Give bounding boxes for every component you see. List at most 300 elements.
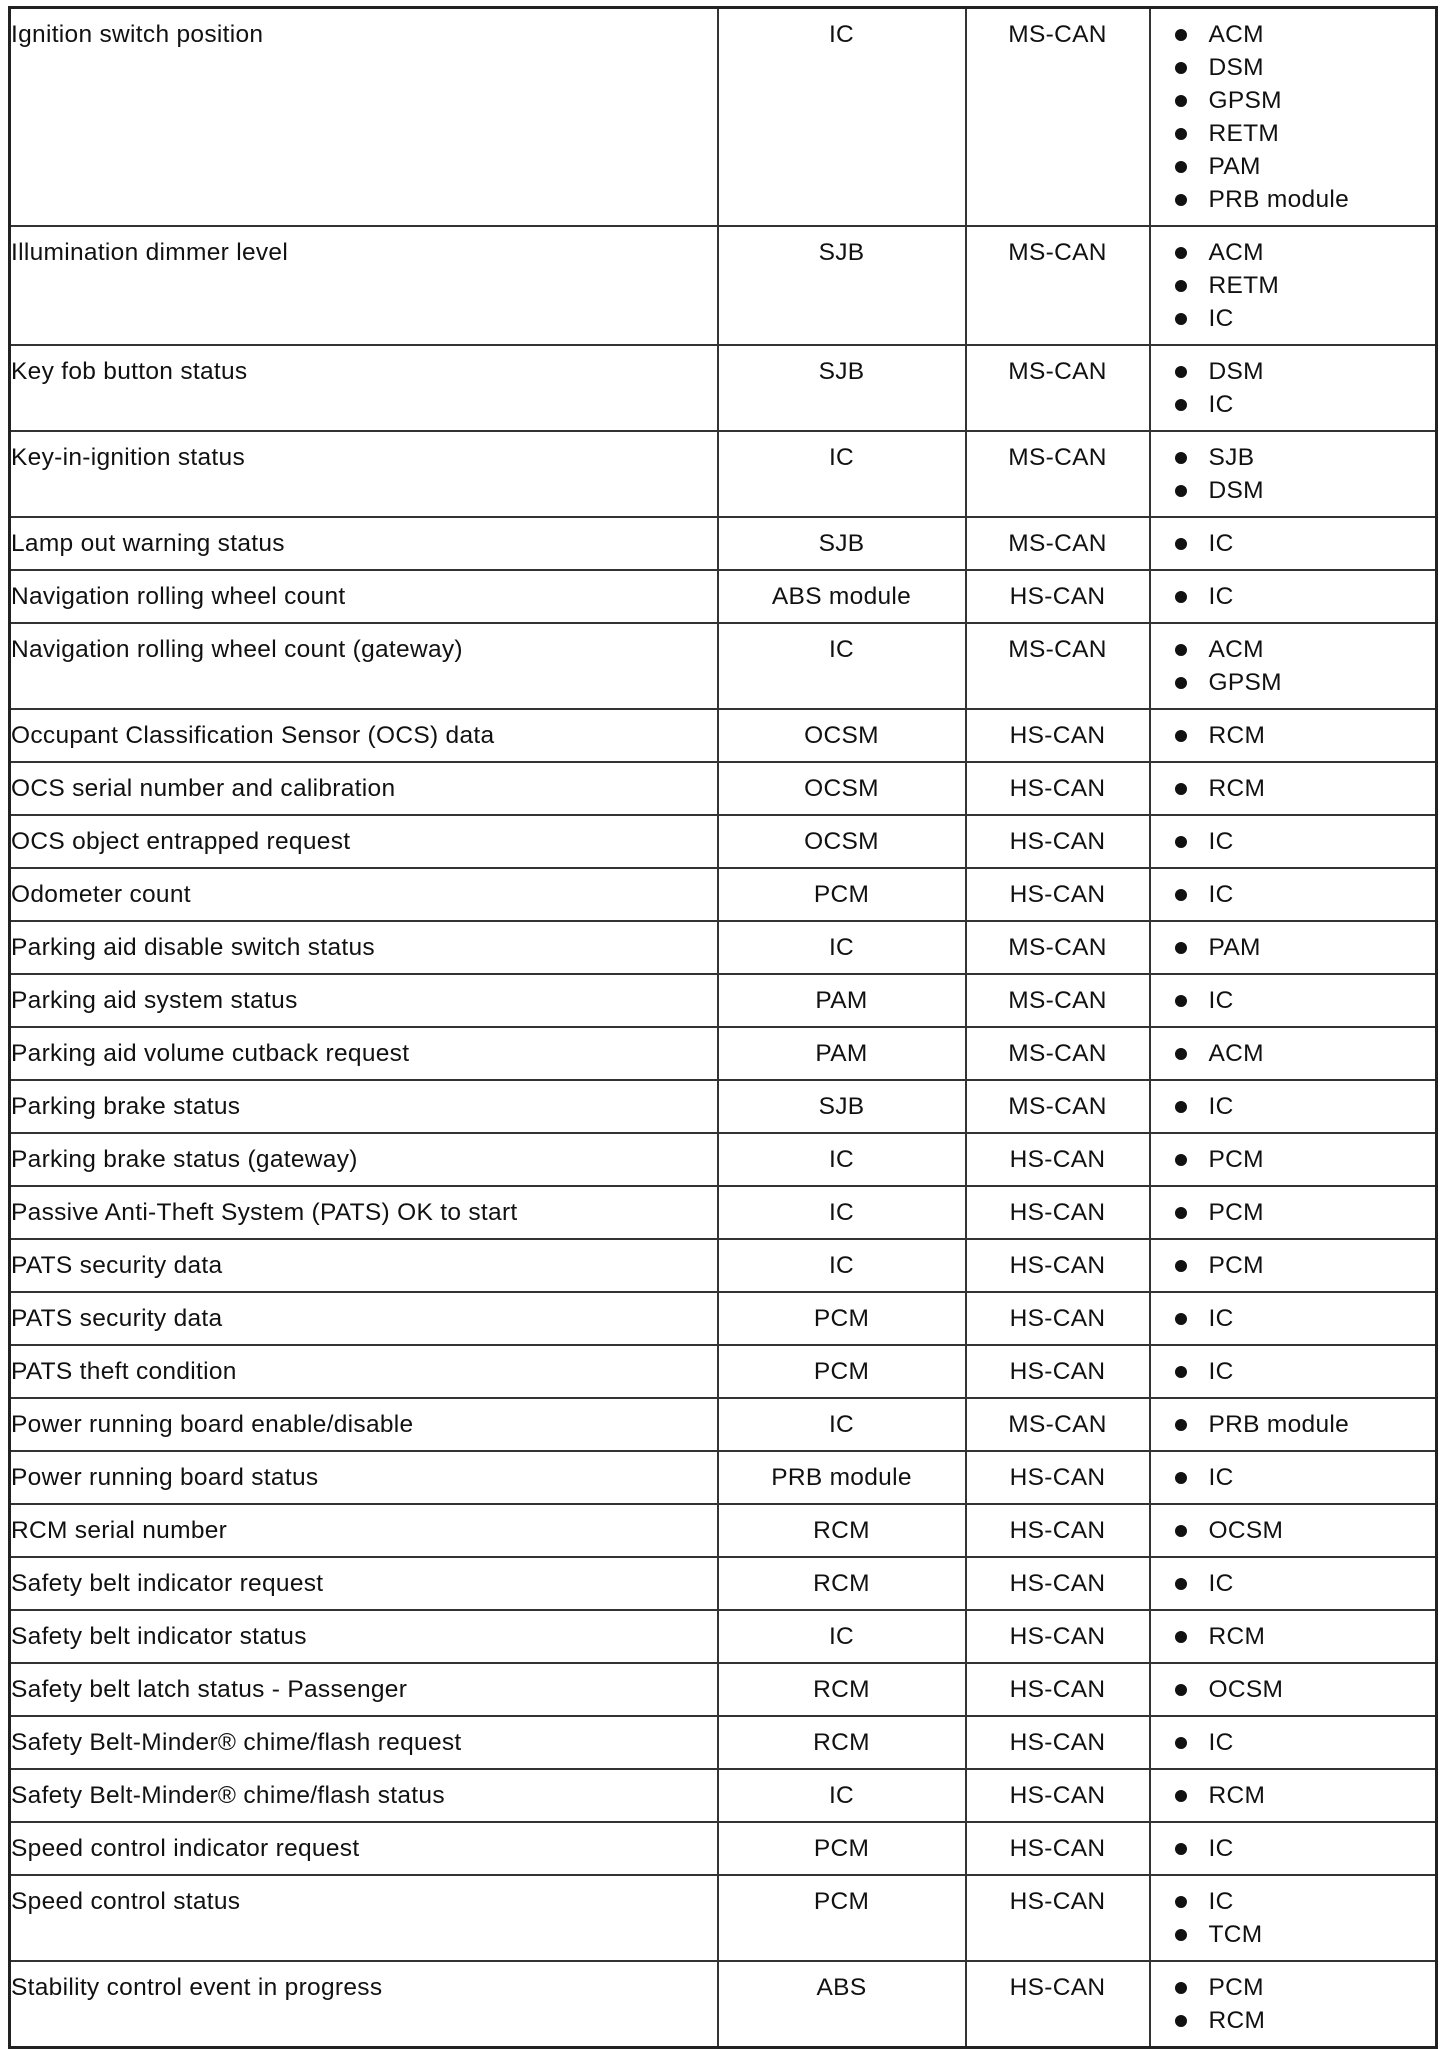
message-cell: Key-in-ignition status: [10, 431, 718, 517]
originating-module-cell: ABS: [718, 1961, 966, 2048]
receiving-module-label: PRB module: [1208, 186, 1350, 213]
message-cell: Power running board status: [10, 1451, 718, 1504]
bullet-icon: [1175, 1525, 1187, 1537]
receiving-modules-cell: [1150, 1961, 1437, 2048]
originating-module-cell: OCSM: [718, 709, 966, 762]
receiving-modules-cell: [1150, 1610, 1437, 1663]
message-cell: Stability control event in progress: [10, 1961, 718, 2048]
list-item: [1151, 1673, 1436, 1706]
receiving-module-label: IC: [1208, 1093, 1234, 1120]
network-cell: MS-CAN: [966, 431, 1150, 517]
receiving-module-label: IC: [1208, 391, 1234, 418]
bullet-icon: [1175, 62, 1187, 74]
bullet-icon: [1175, 485, 1187, 497]
message-cell: Safety belt indicator request: [10, 1557, 718, 1610]
receiving-modules-cell: [1150, 1133, 1437, 1186]
receiving-modules-list: [1151, 1832, 1436, 1865]
network-cell: MS-CAN: [966, 1080, 1150, 1133]
list-item: [1151, 1408, 1436, 1441]
list-item: [1151, 302, 1436, 335]
receiving-modules-list: [1151, 931, 1436, 964]
list-item: [1151, 825, 1436, 858]
originating-module-cell: ABS module: [718, 570, 966, 623]
message-cell: Passive Anti-Theft System (PATS) OK to start: [10, 1186, 718, 1239]
network-cell: HS-CAN: [966, 1875, 1150, 1961]
receiving-module-label: PCM: [1208, 1146, 1264, 1173]
network-cell: HS-CAN: [966, 1186, 1150, 1239]
receiving-module-label: IC: [1208, 1358, 1234, 1385]
list-item: [1151, 1832, 1436, 1865]
receiving-modules-list: [1151, 1514, 1436, 1547]
table-row: [10, 345, 1437, 431]
receiving-module-label: DSM: [1208, 477, 1264, 504]
list-item: [1151, 18, 1436, 51]
network-cell: MS-CAN: [966, 1027, 1150, 1080]
network-cell: MS-CAN: [966, 8, 1150, 227]
receiving-module-label: SJB: [1208, 444, 1255, 471]
network-cell: HS-CAN: [966, 1292, 1150, 1345]
receiving-modules-list: [1151, 984, 1436, 1017]
bullet-icon: [1175, 280, 1187, 292]
list-item: [1151, 1779, 1436, 1812]
receiving-module-label: IC: [1208, 305, 1234, 332]
receiving-modules-list: [1151, 1461, 1436, 1494]
originating-module-cell: PCM: [718, 868, 966, 921]
table-row: [10, 1557, 1437, 1610]
originating-module-cell: RCM: [718, 1716, 966, 1769]
receiving-modules-list: [1151, 1249, 1436, 1282]
message-cell: Occupant Classification Sensor (OCS) data: [10, 709, 718, 762]
list-item: [1151, 51, 1436, 84]
receiving-module-label: IC: [1208, 1570, 1234, 1597]
list-item: [1151, 666, 1436, 699]
receiving-module-label: IC: [1208, 987, 1234, 1014]
table-row: [10, 517, 1437, 570]
network-cell: MS-CAN: [966, 1398, 1150, 1451]
list-item: [1151, 117, 1436, 150]
table-body: [10, 8, 1437, 2048]
network-cell: MS-CAN: [966, 226, 1150, 345]
bullet-icon: [1175, 836, 1187, 848]
list-item: [1151, 1249, 1436, 1282]
bullet-icon: [1175, 1982, 1187, 1994]
originating-module-cell: PAM: [718, 974, 966, 1027]
network-cell: HS-CAN: [966, 709, 1150, 762]
message-cell: Power running board enable/disable: [10, 1398, 718, 1451]
network-cell: HS-CAN: [966, 1504, 1150, 1557]
list-item: [1151, 984, 1436, 1017]
originating-module-cell: IC: [718, 1769, 966, 1822]
receiving-modules-list: [1151, 1567, 1436, 1600]
bullet-icon: [1175, 1631, 1187, 1643]
originating-module-cell: IC: [718, 8, 966, 227]
bullet-icon: [1175, 1472, 1187, 1484]
network-cell: HS-CAN: [966, 1663, 1150, 1716]
list-item: [1151, 772, 1436, 805]
message-cell: Parking aid disable switch status: [10, 921, 718, 974]
receiving-modules-cell: [1150, 709, 1437, 762]
originating-module-cell: PCM: [718, 1292, 966, 1345]
receiving-modules-cell: [1150, 762, 1437, 815]
originating-module-cell: SJB: [718, 226, 966, 345]
receiving-modules-list: [1151, 633, 1436, 699]
network-cell: HS-CAN: [966, 1610, 1150, 1663]
table-row: [10, 1080, 1437, 1133]
receiving-module-label: RETM: [1208, 120, 1280, 147]
receiving-module-label: PCM: [1208, 1974, 1264, 2001]
network-cell: MS-CAN: [966, 974, 1150, 1027]
bullet-icon: [1175, 194, 1187, 206]
table-row: [10, 570, 1437, 623]
originating-module-cell: PCM: [718, 1875, 966, 1961]
table-row: [10, 1186, 1437, 1239]
originating-module-cell: SJB: [718, 345, 966, 431]
bullet-icon: [1175, 730, 1187, 742]
receiving-modules-cell: [1150, 974, 1437, 1027]
list-item: [1151, 388, 1436, 421]
receiving-modules-list: [1151, 1885, 1436, 1951]
list-item: [1151, 1143, 1436, 1176]
bullet-icon: [1175, 128, 1187, 140]
receiving-modules-list: [1151, 1037, 1436, 1070]
table-row: [10, 623, 1437, 709]
list-item: [1151, 931, 1436, 964]
table-row: [10, 1875, 1437, 1961]
message-cell: Parking aid system status: [10, 974, 718, 1027]
receiving-module-label: RCM: [1208, 1623, 1266, 1650]
receiving-module-label: ACM: [1208, 239, 1264, 266]
receiving-modules-cell: [1150, 921, 1437, 974]
receiving-modules-cell: [1150, 1292, 1437, 1345]
receiving-module-label: RCM: [1208, 722, 1266, 749]
receiving-module-label: IC: [1208, 530, 1234, 557]
receiving-modules-list: [1151, 527, 1436, 560]
receiving-modules-list: [1151, 878, 1436, 911]
list-item: [1151, 1302, 1436, 1335]
receiving-modules-list: [1151, 1971, 1436, 2037]
network-cell: HS-CAN: [966, 1769, 1150, 1822]
receiving-modules-cell: [1150, 1080, 1437, 1133]
list-item: [1151, 719, 1436, 752]
bullet-icon: [1175, 1260, 1187, 1272]
receiving-modules-list: [1151, 580, 1436, 613]
receiving-modules-cell: [1150, 517, 1437, 570]
receiving-modules-cell: [1150, 1822, 1437, 1875]
bullet-icon: [1175, 1896, 1187, 1908]
receiving-module-label: PAM: [1208, 153, 1261, 180]
bullet-icon: [1175, 1929, 1187, 1941]
bullet-icon: [1175, 783, 1187, 795]
receiving-module-label: ACM: [1208, 1040, 1264, 1067]
list-item: [1151, 527, 1436, 560]
receiving-modules-cell: [1150, 1716, 1437, 1769]
originating-module-cell: RCM: [718, 1663, 966, 1716]
originating-module-cell: PRB module: [718, 1451, 966, 1504]
receiving-modules-cell: [1150, 1398, 1437, 1451]
originating-module-cell: IC: [718, 623, 966, 709]
receiving-modules-list: [1151, 1355, 1436, 1388]
list-item: [1151, 1885, 1436, 1918]
list-item: [1151, 1090, 1436, 1123]
bullet-icon: [1175, 366, 1187, 378]
list-item: [1151, 84, 1436, 117]
receiving-modules-cell: [1150, 8, 1437, 227]
receiving-module-label: ACM: [1208, 636, 1264, 663]
list-item: [1151, 1971, 1436, 2004]
receiving-modules-list: [1151, 236, 1436, 335]
list-item: [1151, 580, 1436, 613]
receiving-module-label: IC: [1208, 1835, 1234, 1862]
network-cell: HS-CAN: [966, 868, 1150, 921]
table-row: [10, 815, 1437, 868]
network-cell: HS-CAN: [966, 1451, 1150, 1504]
bullet-icon: [1175, 1154, 1187, 1166]
list-item: [1151, 1037, 1436, 1070]
bullet-icon: [1175, 1313, 1187, 1325]
receiving-modules-list: [1151, 1779, 1436, 1812]
receiving-module-label: PRB module: [1208, 1411, 1350, 1438]
message-cell: RCM serial number: [10, 1504, 718, 1557]
bullet-icon: [1175, 247, 1187, 259]
message-cell: Lamp out warning status: [10, 517, 718, 570]
table-row: [10, 1663, 1437, 1716]
network-cell: HS-CAN: [966, 1822, 1150, 1875]
receiving-module-label: GPSM: [1208, 87, 1282, 114]
originating-module-cell: RCM: [718, 1504, 966, 1557]
receiving-modules-cell: [1150, 1769, 1437, 1822]
receiving-modules-list: [1151, 1143, 1436, 1176]
receiving-module-label: DSM: [1208, 54, 1264, 81]
network-cell: MS-CAN: [966, 517, 1150, 570]
bullet-icon: [1175, 1101, 1187, 1113]
originating-module-cell: IC: [718, 1398, 966, 1451]
receiving-modules-cell: [1150, 1239, 1437, 1292]
list-item: [1151, 474, 1436, 507]
receiving-modules-list: [1151, 772, 1436, 805]
receiving-module-label: OCSM: [1208, 1676, 1284, 1703]
receiving-modules-list: [1151, 18, 1436, 216]
bullet-icon: [1175, 677, 1187, 689]
receiving-modules-list: [1151, 1726, 1436, 1759]
network-cell: HS-CAN: [966, 1133, 1150, 1186]
receiving-modules-cell: [1150, 570, 1437, 623]
receiving-module-label: IC: [1208, 1729, 1234, 1756]
receiving-module-label: DSM: [1208, 358, 1264, 385]
list-item: [1151, 1620, 1436, 1653]
bullet-icon: [1175, 29, 1187, 41]
list-item: [1151, 1726, 1436, 1759]
receiving-modules-cell: [1150, 1504, 1437, 1557]
bullet-icon: [1175, 644, 1187, 656]
network-cell: HS-CAN: [966, 570, 1150, 623]
table-row: [10, 974, 1437, 1027]
list-item: [1151, 1567, 1436, 1600]
message-cell: PATS security data: [10, 1292, 718, 1345]
receiving-module-label: PCM: [1208, 1199, 1264, 1226]
table-row: [10, 709, 1437, 762]
bullet-icon: [1175, 1578, 1187, 1590]
receiving-modules-cell: [1150, 1027, 1437, 1080]
message-cell: OCS serial number and calibration: [10, 762, 718, 815]
receiving-modules-cell: [1150, 1875, 1437, 1961]
table-row: [10, 1716, 1437, 1769]
network-cell: HS-CAN: [966, 815, 1150, 868]
receiving-module-label: RCM: [1208, 1782, 1266, 1809]
message-cell: Navigation rolling wheel count: [10, 570, 718, 623]
table-row: [10, 1504, 1437, 1557]
list-item: [1151, 355, 1436, 388]
list-item: [1151, 1355, 1436, 1388]
receiving-modules-cell: [1150, 1451, 1437, 1504]
receiving-modules-list: [1151, 1408, 1436, 1441]
bullet-icon: [1175, 1790, 1187, 1802]
receiving-module-label: IC: [1208, 881, 1234, 908]
originating-module-cell: OCSM: [718, 815, 966, 868]
network-message-table: [8, 6, 1438, 2049]
table-row: [10, 1822, 1437, 1875]
network-cell: HS-CAN: [966, 1716, 1150, 1769]
receiving-modules-list: [1151, 1620, 1436, 1653]
receiving-modules-list: [1151, 719, 1436, 752]
message-cell: Safety Belt-Minder® chime/flash request: [10, 1716, 718, 1769]
bullet-icon: [1175, 95, 1187, 107]
table-row: [10, 1239, 1437, 1292]
bullet-icon: [1175, 942, 1187, 954]
receiving-modules-list: [1151, 825, 1436, 858]
network-cell: HS-CAN: [966, 1345, 1150, 1398]
list-item: [1151, 441, 1436, 474]
receiving-modules-cell: [1150, 431, 1437, 517]
receiving-modules-cell: [1150, 226, 1437, 345]
network-cell: MS-CAN: [966, 921, 1150, 974]
originating-module-cell: IC: [718, 1239, 966, 1292]
receiving-modules-cell: [1150, 345, 1437, 431]
originating-module-cell: RCM: [718, 1557, 966, 1610]
receiving-module-label: IC: [1208, 1464, 1234, 1491]
network-cell: HS-CAN: [966, 1961, 1150, 2048]
table-row: [10, 1027, 1437, 1080]
message-cell: Navigation rolling wheel count (gateway): [10, 623, 718, 709]
bullet-icon: [1175, 995, 1187, 1007]
message-cell: Ignition switch position: [10, 8, 718, 227]
list-item: [1151, 2004, 1436, 2037]
originating-module-cell: PCM: [718, 1345, 966, 1398]
message-cell: OCS object entrapped request: [10, 815, 718, 868]
table-row: [10, 431, 1437, 517]
table-row: [10, 1133, 1437, 1186]
list-item: [1151, 236, 1436, 269]
message-cell: Parking brake status: [10, 1080, 718, 1133]
receiving-modules-list: [1151, 1090, 1436, 1123]
receiving-module-label: IC: [1208, 583, 1234, 610]
list-item: [1151, 269, 1436, 302]
message-cell: Speed control status: [10, 1875, 718, 1961]
message-cell: Safety belt latch status - Passenger: [10, 1663, 718, 1716]
receiving-module-label: OCSM: [1208, 1517, 1284, 1544]
receiving-modules-cell: [1150, 1186, 1437, 1239]
table-row: [10, 921, 1437, 974]
message-cell: Odometer count: [10, 868, 718, 921]
originating-module-cell: IC: [718, 921, 966, 974]
originating-module-cell: SJB: [718, 1080, 966, 1133]
bullet-icon: [1175, 1419, 1187, 1431]
bullet-icon: [1175, 452, 1187, 464]
message-cell: Key fob button status: [10, 345, 718, 431]
bullet-icon: [1175, 2015, 1187, 2027]
network-cell: HS-CAN: [966, 1239, 1150, 1292]
bullet-icon: [1175, 313, 1187, 325]
receiving-module-label: PCM: [1208, 1252, 1264, 1279]
network-cell: HS-CAN: [966, 1557, 1150, 1610]
table-row: [10, 1451, 1437, 1504]
receiving-module-label: GPSM: [1208, 669, 1282, 696]
table-row: [10, 1610, 1437, 1663]
network-cell: MS-CAN: [966, 345, 1150, 431]
receiving-modules-cell: [1150, 1663, 1437, 1716]
receiving-module-label: RETM: [1208, 272, 1280, 299]
receiving-modules-cell: [1150, 1557, 1437, 1610]
message-cell: PATS theft condition: [10, 1345, 718, 1398]
originating-module-cell: SJB: [718, 517, 966, 570]
list-item: [1151, 1196, 1436, 1229]
originating-module-cell: IC: [718, 431, 966, 517]
originating-module-cell: IC: [718, 1610, 966, 1663]
receiving-module-label: IC: [1208, 1305, 1234, 1332]
bullet-icon: [1175, 1207, 1187, 1219]
list-item: [1151, 1514, 1436, 1547]
receiving-module-label: TCM: [1208, 1921, 1263, 1948]
receiving-module-label: RCM: [1208, 2007, 1266, 2034]
table-row: [10, 1345, 1437, 1398]
receiving-modules-list: [1151, 1673, 1436, 1706]
list-item: [1151, 1918, 1436, 1951]
bullet-icon: [1175, 1048, 1187, 1060]
receiving-module-label: IC: [1208, 828, 1234, 855]
list-item: [1151, 633, 1436, 666]
originating-module-cell: PCM: [718, 1822, 966, 1875]
message-cell: Parking aid volume cutback request: [10, 1027, 718, 1080]
message-cell: Safety belt indicator status: [10, 1610, 718, 1663]
bullet-icon: [1175, 538, 1187, 550]
receiving-module-label: IC: [1208, 1888, 1234, 1915]
list-item: [1151, 150, 1436, 183]
receiving-module-label: RCM: [1208, 775, 1266, 802]
receiving-modules-list: [1151, 355, 1436, 421]
receiving-modules-cell: [1150, 1345, 1437, 1398]
bullet-icon: [1175, 591, 1187, 603]
bullet-icon: [1175, 1684, 1187, 1696]
table-row: [10, 762, 1437, 815]
originating-module-cell: IC: [718, 1186, 966, 1239]
receiving-modules-cell: [1150, 623, 1437, 709]
originating-module-cell: IC: [718, 1133, 966, 1186]
table-row: [10, 1769, 1437, 1822]
originating-module-cell: PAM: [718, 1027, 966, 1080]
message-cell: PATS security data: [10, 1239, 718, 1292]
message-cell: Speed control indicator request: [10, 1822, 718, 1875]
table-row: [10, 1398, 1437, 1451]
message-cell: Parking brake status (gateway): [10, 1133, 718, 1186]
receiving-module-label: ACM: [1208, 21, 1264, 48]
receiving-modules-list: [1151, 1302, 1436, 1335]
originating-module-cell: OCSM: [718, 762, 966, 815]
bullet-icon: [1175, 399, 1187, 411]
receiving-modules-list: [1151, 1196, 1436, 1229]
list-item: [1151, 878, 1436, 911]
list-item: [1151, 1461, 1436, 1494]
bullet-icon: [1175, 1366, 1187, 1378]
receiving-module-label: PAM: [1208, 934, 1261, 961]
